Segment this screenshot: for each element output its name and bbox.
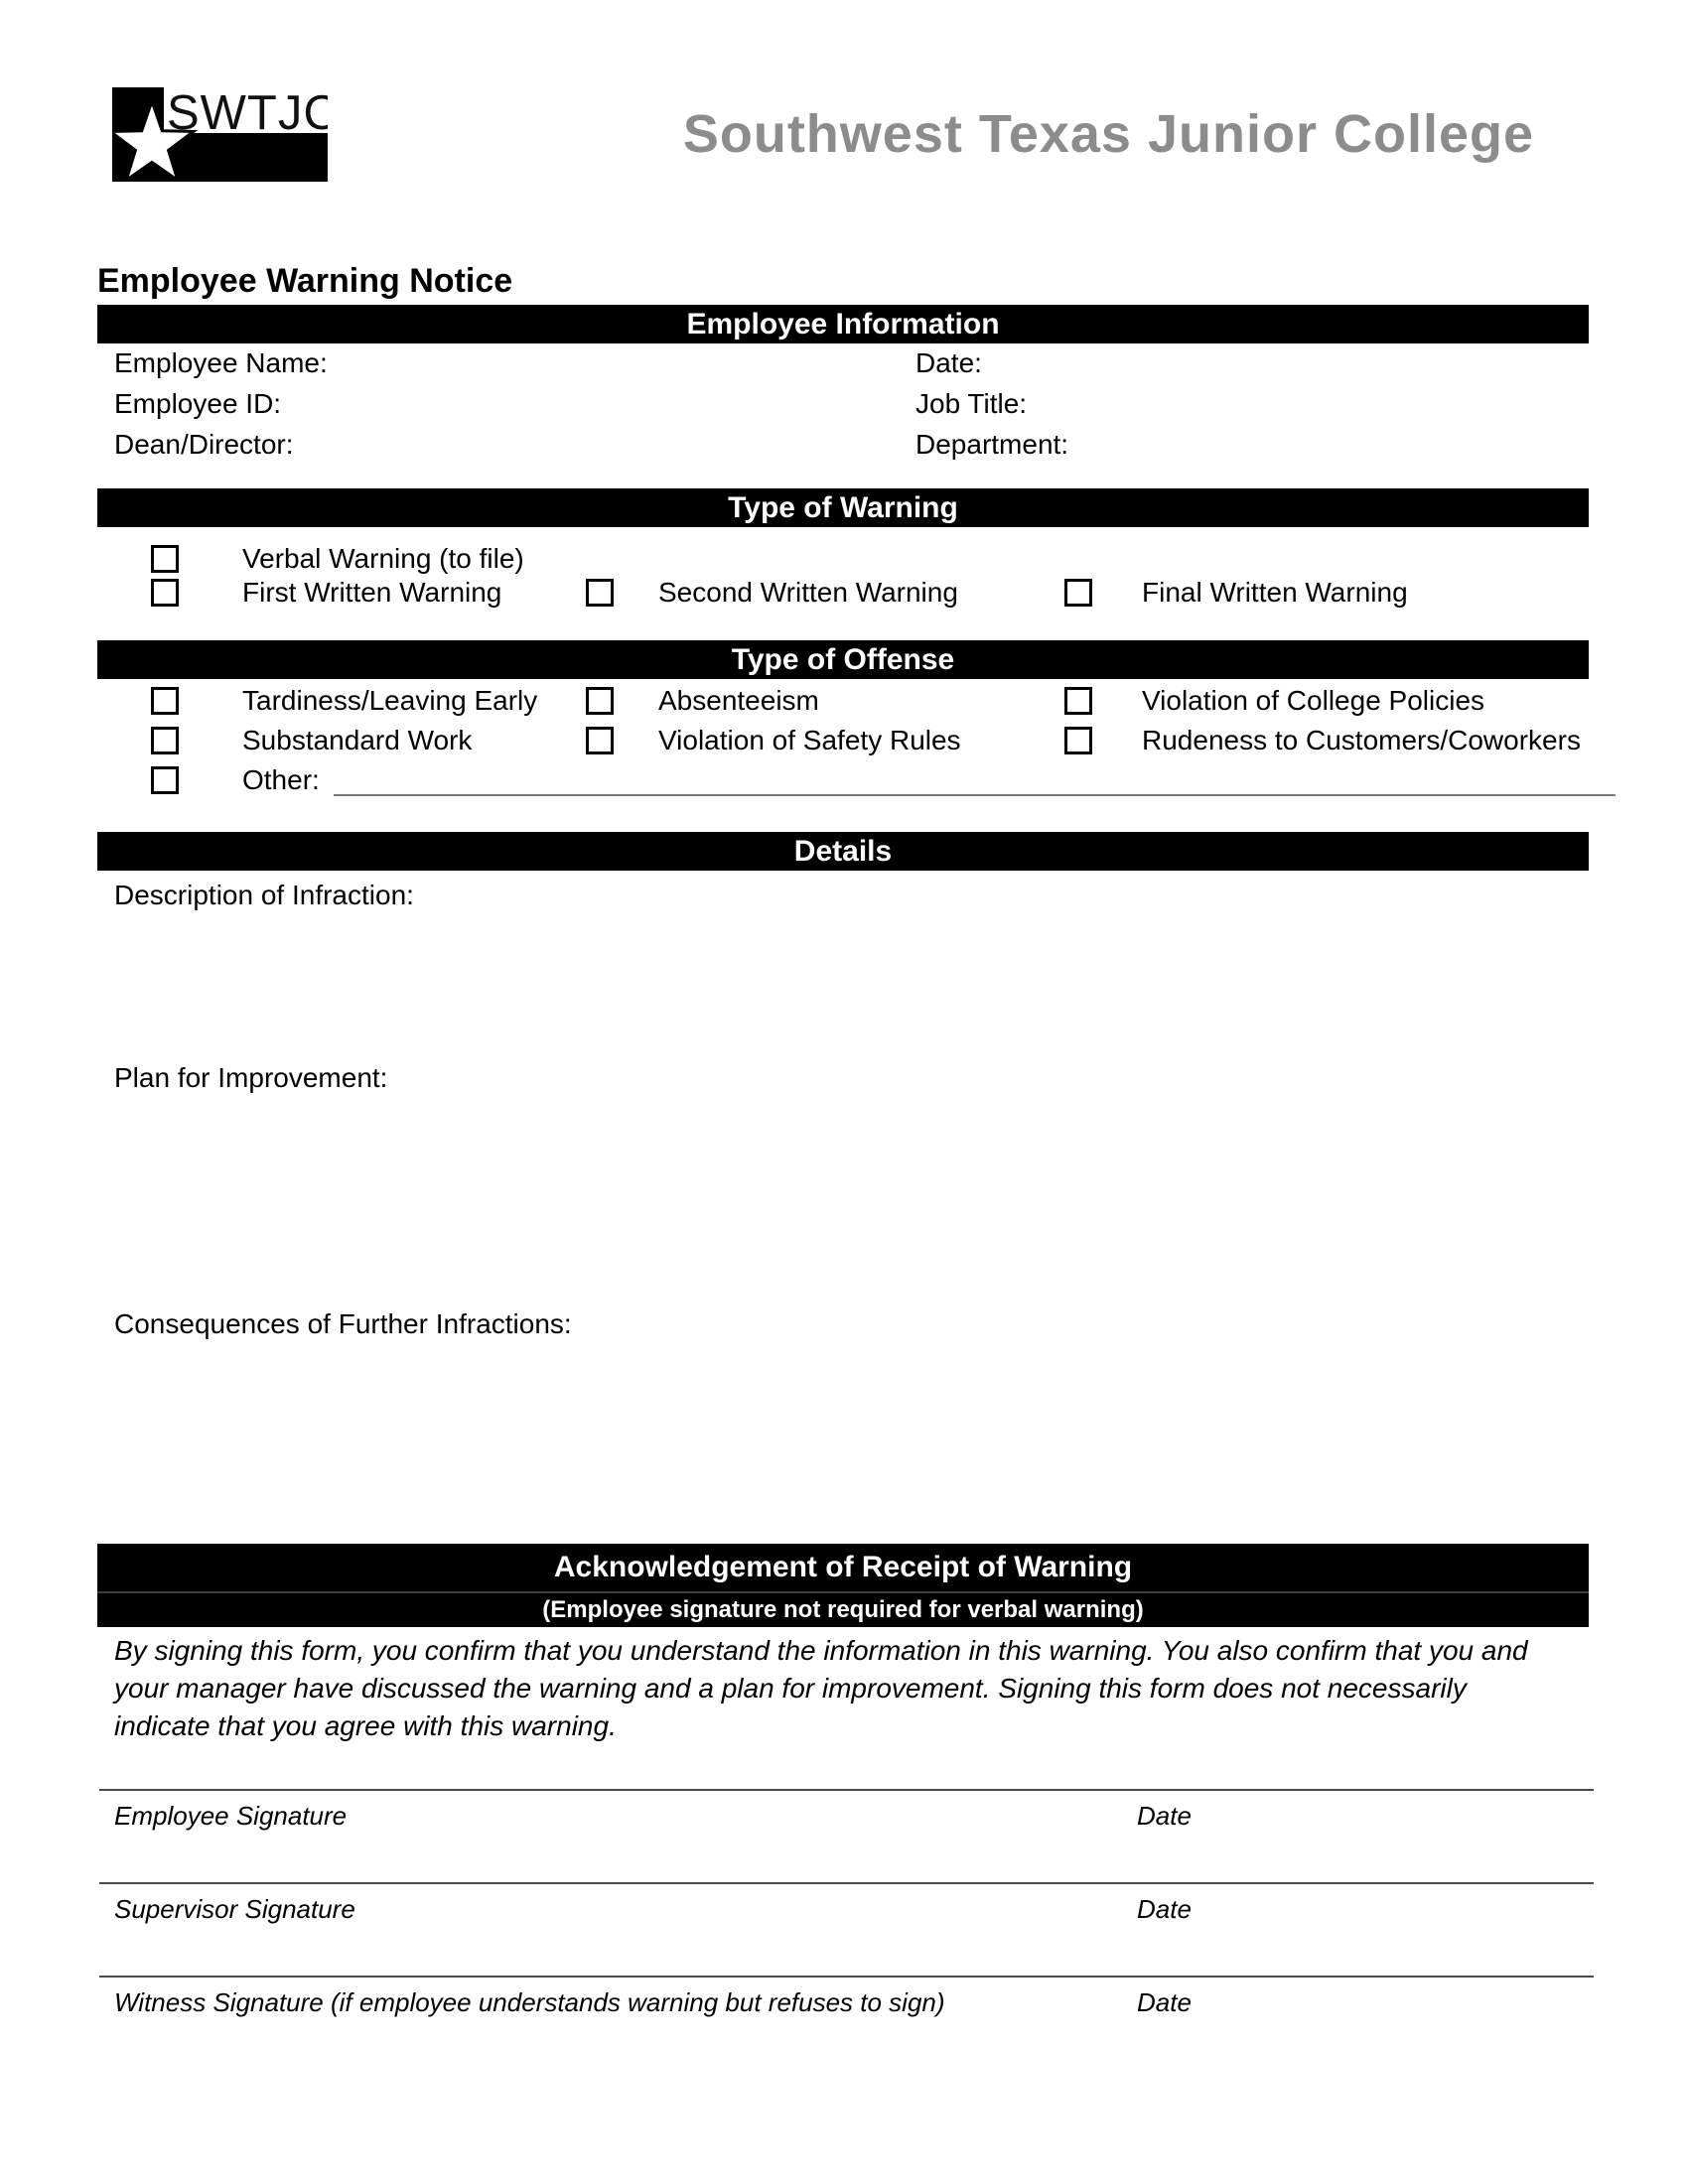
other-input-line[interactable]: [334, 794, 1616, 796]
option-violation-college-policies: [1064, 685, 1484, 717]
checkbox-second-written-warning[interactable]: [586, 579, 614, 607]
swtjc-logo-graphic: [112, 87, 328, 182]
swtjc-logo: [112, 87, 328, 182]
employee-signature-date-label: Date: [1137, 1801, 1192, 1831]
employee-signature-line[interactable]: [99, 1789, 1594, 1791]
checkbox-verbal-warning[interactable]: [151, 545, 179, 573]
checkbox-final-written-warning[interactable]: [1064, 579, 1092, 607]
witness-signature-label: Witness Signature (if employee understands warning but refuses to sign): [114, 1987, 945, 2017]
option-label: Other:: [242, 764, 320, 795]
logo-text: SWTJC: [167, 87, 328, 140]
acknowledgement-header: Acknowledgement of Receipt of Warning: [553, 1551, 1133, 1583]
section-header-type-of-warning: [97, 488, 1589, 527]
option-final-written-warning: [1064, 577, 1408, 609]
label-department: Department:: [915, 429, 1069, 460]
section-header-details: [97, 832, 1589, 871]
option-substandard-work: [151, 725, 472, 756]
option-absenteeism: [586, 685, 819, 717]
section-header-label: Type of Warning: [728, 490, 958, 524]
label-employee-name: Employee Name:: [114, 347, 328, 378]
witness-signature-date-label: Date: [1137, 1987, 1192, 2017]
employee-signature-label: Employee Signature: [114, 1801, 348, 1831]
option-label: Verbal Warning (to file): [242, 543, 524, 574]
supervisor-signature-line[interactable]: [99, 1882, 1594, 1884]
checkbox-first-written-warning[interactable]: [151, 579, 179, 607]
label-date: Date:: [915, 347, 982, 378]
label-employee-id: Employee ID:: [114, 388, 282, 419]
option-label: Substandard Work: [242, 725, 473, 755]
option-label: Final Written Warning: [1142, 577, 1408, 608]
section-header-employee-information: [97, 305, 1589, 343]
option-second-written-warning: [586, 577, 958, 609]
option-label: Violation of Safety Rules: [658, 725, 961, 755]
option-label: First Written Warning: [242, 577, 502, 608]
acknowledgement-subheader: (Employee signature not required for verbal warning): [97, 1591, 1589, 1627]
section-header-label: Type of Offense: [731, 642, 955, 676]
college-name: Southwest Texas Junior College: [682, 104, 1534, 164]
label-job-title: Job Title:: [915, 388, 1028, 419]
section-header-label: Details: [793, 834, 893, 868]
checkbox-other[interactable]: [151, 766, 179, 794]
checkbox-absenteeism[interactable]: [586, 687, 614, 715]
checkbox-tardiness[interactable]: [151, 687, 179, 715]
witness-signature-line[interactable]: [99, 1976, 1594, 1978]
checkbox-rudeness[interactable]: [1064, 727, 1092, 754]
form-title: Employee Warning Notice: [97, 262, 513, 300]
section-header-acknowledgement: [97, 1544, 1589, 1627]
option-other: [151, 764, 320, 796]
option-rudeness: [1064, 725, 1581, 756]
option-label: Rudeness to Customers/Coworkers: [1142, 725, 1581, 755]
option-label: Second Written Warning: [658, 577, 958, 608]
option-label: Tardiness/Leaving Early: [242, 685, 538, 716]
option-violation-safety-rules: [586, 725, 961, 756]
checkbox-violation-safety-rules[interactable]: [586, 727, 614, 754]
checkbox-substandard-work[interactable]: [151, 727, 179, 754]
supervisor-signature-label: Supervisor Signature: [114, 1894, 355, 1924]
prompt-consequences: Consequences of Further Infractions:: [114, 1308, 572, 1339]
option-label: Absenteeism: [658, 685, 819, 716]
section-header-label: Employee Information: [686, 307, 1000, 341]
acknowledgement-statement: By signing this form, you confirm that you understand the information in this warning. You also confirm that you and your manager have discussed the warning and a plan for improvement. Signing this form does not necessarily indicate that you agree with this warning.: [114, 1635, 1528, 1741]
option-first-written-warning: [151, 577, 501, 609]
label-dean-director: Dean/Director:: [114, 429, 294, 460]
option-verbal-warning: [151, 543, 524, 575]
prompt-description-of-infraction: Description of Infraction:: [114, 880, 414, 910]
option-label: Violation of College Policies: [1142, 685, 1485, 716]
checkbox-violation-college-policies[interactable]: [1064, 687, 1092, 715]
option-tardiness: [151, 685, 537, 717]
prompt-plan-for-improvement: Plan for Improvement:: [114, 1062, 388, 1093]
section-header-type-of-offense: [97, 640, 1589, 679]
supervisor-signature-date-label: Date: [1137, 1894, 1192, 1924]
